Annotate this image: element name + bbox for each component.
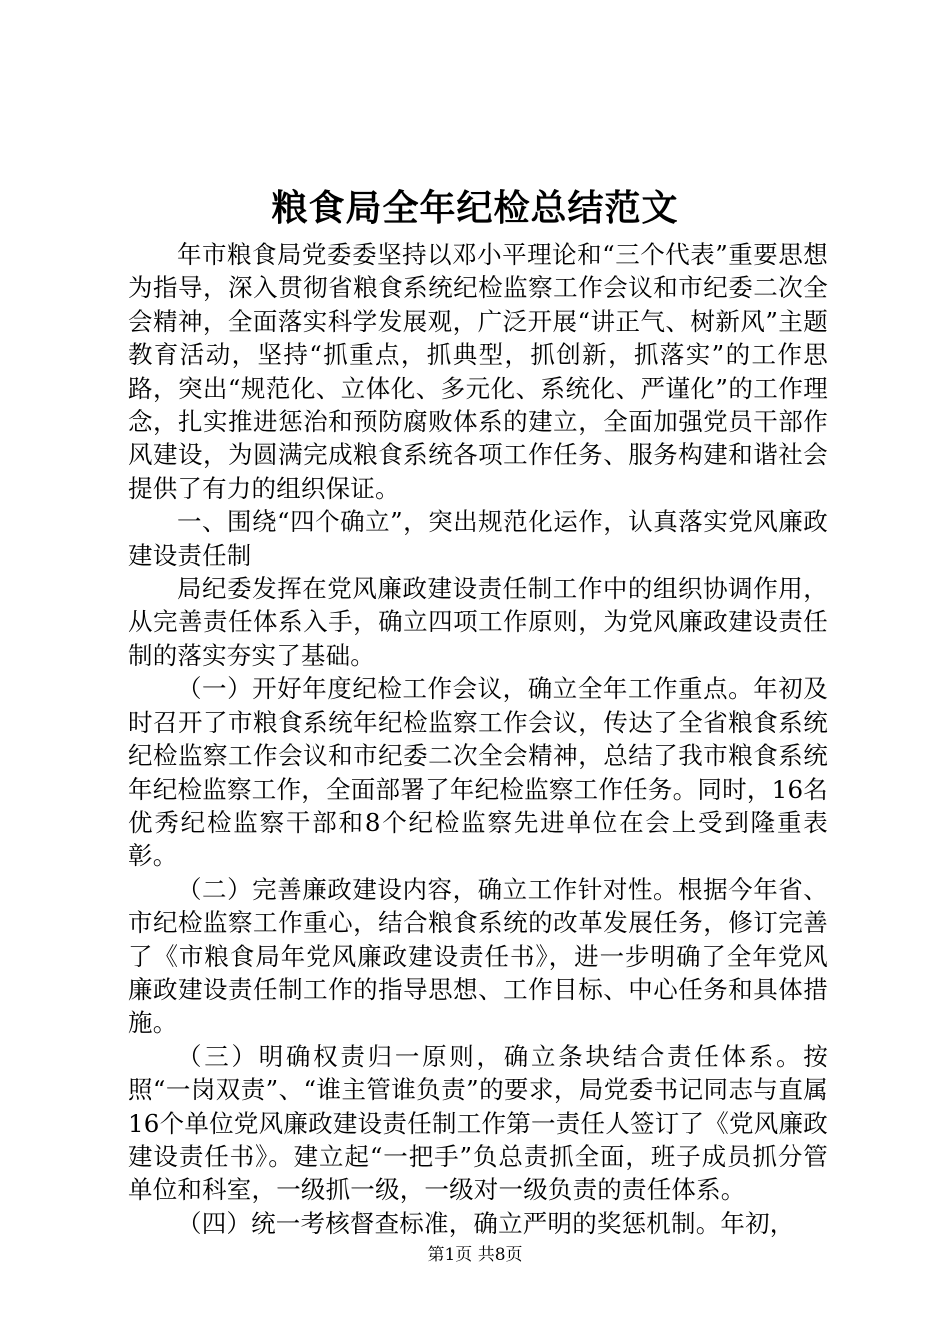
body-paragraph: （一）开好年度纪检工作会议，确立全年工作重点。年初及时召开了市粮食系统年纪检监察工作会议，传达了全省粮食系统纪检监察工作会议和市纪委二次全会精神，总结了我市粮食系统年纪检监察工作，全面部署了年纪检监察工作任务。同时，16名优秀纪检监察干部和8个纪检监察先进单位在会上受到隆重表彰。	[128, 674, 828, 871]
body-paragraph: （二）完善廉政建设内容，确立工作针对性。根据今年省、市纪检监察工作重心，结合粮食系统的改革发展任务，修订完善了《市粮食局年党风廉政建设责任书》，进一步明确了全年党风廉政建设责任制工作的指导思想、工作目标、中心任务和具体措施。	[128, 874, 828, 1038]
section-heading: 一、围绕“四个确立”，突出规范化运作，认真落实党风廉政建设责任制	[128, 507, 828, 570]
document-body	[128, 238, 828, 1240]
body-paragraph: 年市粮食局党委委坚持以邓小平理论和“三个代表”重要思想为指导，深入贯彻省粮食系统纪检监察工作会议和市纪委二次全会精神，全面落实科学发展观，广泛开展“讲正气、树新风”主题教育活动，坚持“抓重点，抓典型，抓创新，抓落实”的工作思路，突出“规范化、立体化、多元化、系统化、严谨化”的工作理念，扎实推进惩治和预防腐败体系的建立，全面加强党员干部作风建设，为圆满完成粮食系统各项工作任务、服务构建和谐社会提供了有力的组织保证。	[128, 240, 828, 503]
body-paragraph: 局纪委发挥在党风廉政建设责任制工作中的组织协调作用，从完善责任体系入手，确立四项工作原则，为党风廉政建设责任制的落实夯实了基础。	[128, 574, 828, 670]
page-number-footer: 第1页 共8页	[427, 1245, 523, 1265]
document-title: 粮食局全年纪检总结范文	[271, 188, 679, 229]
body-paragraph: （三）明确权责归一原则，确立条块结合责任体系。按照“一岗双责”、“谁主管谁负责”的要求，局党委书记同志与直属16个单位党风廉政建设责任制工作第一责任人签订了《党风廉政建设责任书》。建立起“一把手”负总责抓全面，班子成员抓分管单位和科室，一级抓一级，一级对一级负责的责任体系。	[128, 1041, 828, 1205]
body-paragraph: （四）统一考核督查标准，确立严明的奖惩机制。年初，	[177, 1208, 795, 1238]
